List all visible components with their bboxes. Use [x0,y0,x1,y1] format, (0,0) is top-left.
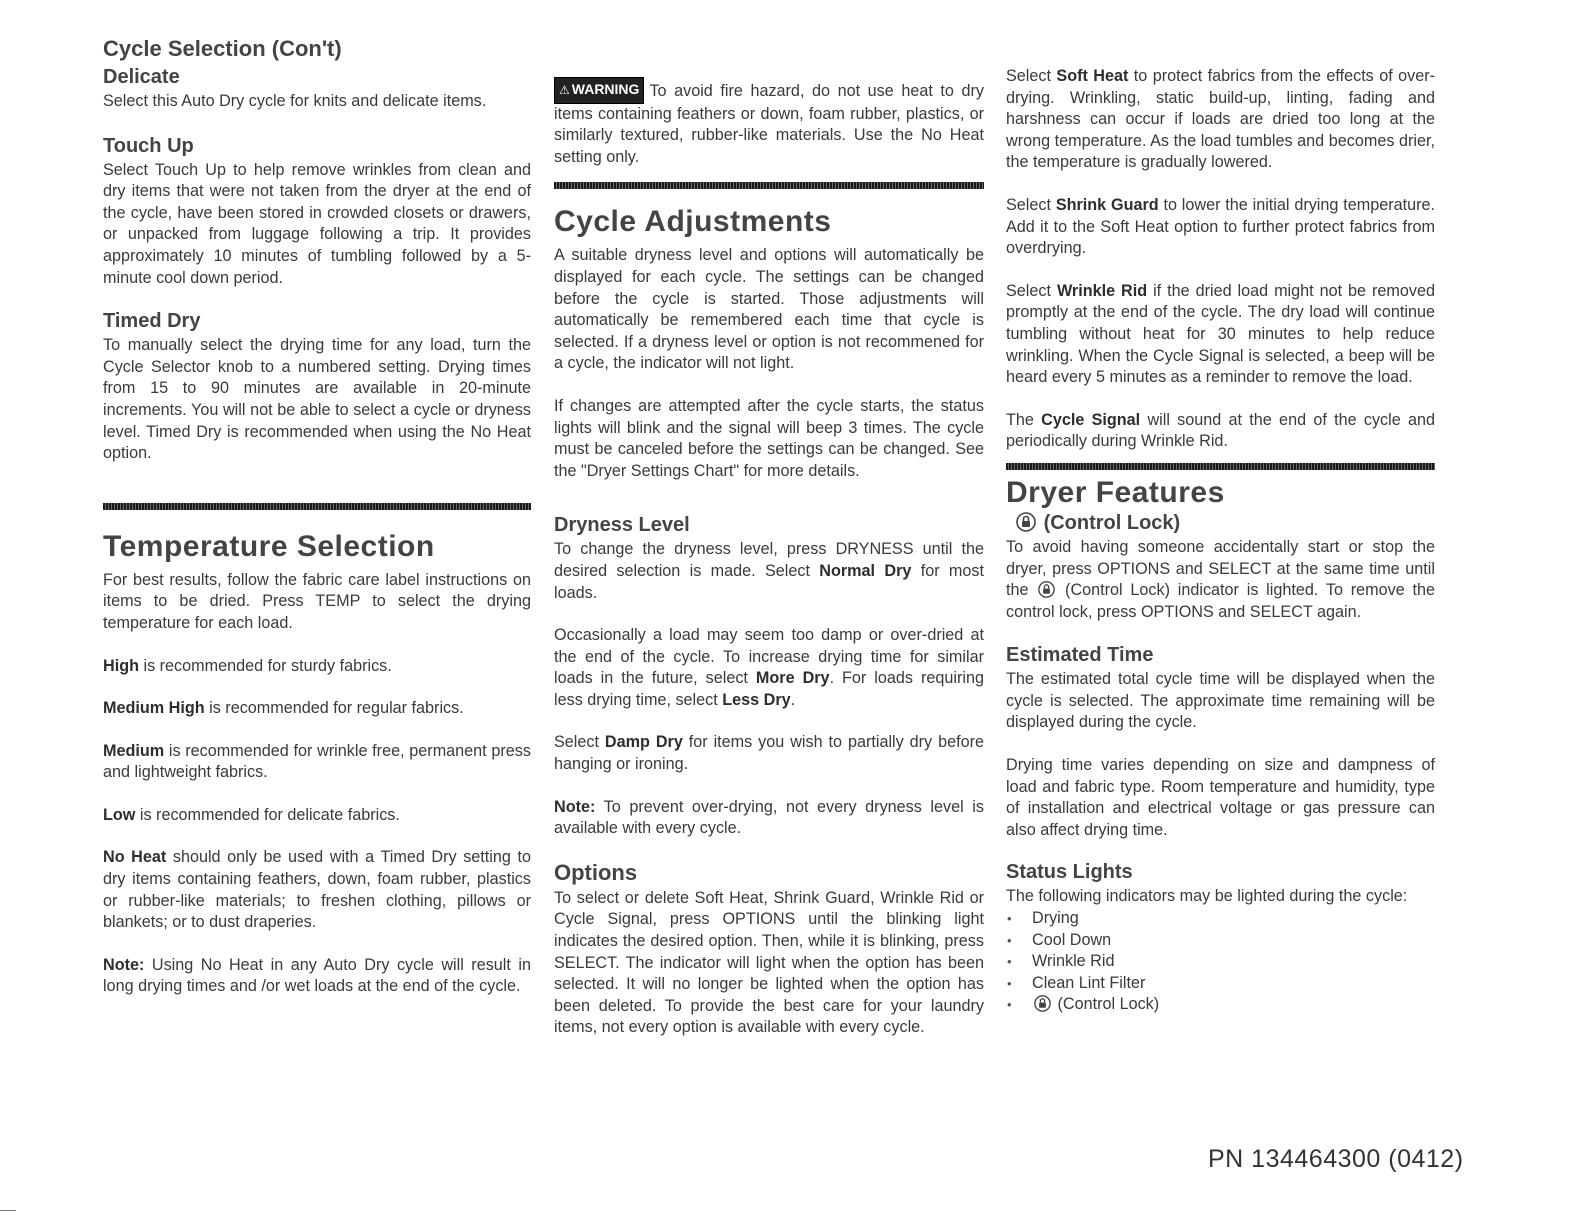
temp-medium-high-label: Medium High [103,699,205,718]
cycle-adjustments-p2: If changes are attempted after the cycle starts, the status lights will blink and the signal will beep 3 times. The cycle must be canceled before the settings can be changed. See the "Dryer Settings Chart" for more details. [554,396,984,480]
warning-triangle-icon: ⚠ [559,83,570,97]
part-number: PN 134464300 (0412) [1208,1145,1464,1173]
temp-low-label: Low [103,805,136,824]
title-cycle-adjustments: Cycle Adjustments [554,205,832,239]
timed-dry-text: To manually select the drying time for any load, turn the Cycle Selector knob to a numbered setting. Drying times from 15 to 90 minutes are available in 20-minute increments. You will not be able to select a cycle or dryness level. Timed Dry is recommended when using the No Heat option. [103,336,531,463]
dryness-note: Note: To prevent over-drying, not every dryness level is available with every cycle. [554,797,984,838]
section-divider [103,503,531,510]
status-item-clean-lint-filter: • Clean Lint Filter [1006,973,1435,995]
status-lights-list [1006,908,1435,1016]
heading-dryness-level: Dryness Level [554,514,690,537]
section-divider [554,182,984,189]
heading-options: Options [554,859,638,885]
status-lights-intro: The following indicators may be lighted during the cycle: [1006,887,1408,906]
delicate-text: Select this Auto Dry cycle for knits and delicate items. [103,92,487,110]
control-lock-icon [1016,512,1036,532]
estimated-time-p1: The estimated total cycle time will be displayed when the cycle is selected. The approximate time remaining will be displayed during the cycle. [1006,670,1435,732]
touch-up-text: Select Touch Up to help remove wrinkles from clean and dry items that were not taken from the dryer at the end of the cycle, have been stored in crowded closets or drawers, or unpacked from luggage following a trip. It provides approximately 10 minutes of tumbling followed by a 5-minute cool down period. [103,160,531,287]
heading-control-lock: (Control Lock) [1014,512,1435,535]
options-text: To select or delete Soft Heat, Shrink Guard, Wrinkle Rid or Cycle Signal, press OPTIONS until the blinking light indicates the desired option. Then, while it is blinking, press SELECT. The indicator will light when the option has been selected. It will no longer be lighted when the option has been deleted. To provide the best care for your laundry items, not every option is available with every cycle. [554,888,984,1037]
heading-delicate: Delicate [103,66,180,88]
heading-timed-dry: Timed Dry [103,310,201,333]
warning-badge: ⚠ WARNING [554,77,644,104]
heading-touch-up: Touch Up [103,134,194,157]
temp-note: Note: Using No Heat in any Auto Dry cycle will result in long drying times and /or wet loads at the end of the cycle. [103,955,531,996]
shrink-guard-text: Select Shrink Guard to lower the initial drying temperature. Add it to the Soft Heat option to further protect fabrics from overdrying. [1006,195,1435,258]
temp-high-label: High [103,656,139,675]
column-middle [554,77,984,1039]
temp-medium-high: Medium High is recommended for regular fabrics. [103,699,464,718]
section-divider [1006,463,1435,470]
temp-no-heat: No Heat should only be used with a Timed Dry setting to dry items containing feathers, down, foam rubber, plastics or rubber-like materials; to freshen clothing, pillows or blankets; or to dust draperies. [103,848,531,932]
control-lock-text: To avoid having someone accidentally start or stop the dryer, press OPTIONS and SELECT at the same time until the (Control Lock) indicator is lighted. To remove the control lock, press OPTIONS and SELECT again. [1006,537,1435,621]
status-item-control-lock: • (Control Lock) [1006,994,1435,1016]
heading-status-lights: Status Lights [1006,861,1133,884]
dryness-p2: Occasionally a load may seem too damp or over-dried at the end of the cycle. To increase drying time for similar loads in the future, select More Dry. For loads requiring less drying time, select Less Dry. [554,626,984,709]
temp-note-label: Note: [103,955,145,974]
section-title-cycle-selection: Cycle Selection (Con't) [103,36,342,61]
control-lock-icon [1034,995,1051,1012]
status-item-cool-down: • Cool Down [1006,930,1435,952]
cycle-signal-text: The Cycle Signal will sound at the end of the cycle and periodically during Wrinkle Rid. [1006,410,1435,451]
temp-medium-label: Medium [103,741,165,760]
control-lock-icon [1038,581,1055,598]
wrinkle-rid-text: Select Wrinkle Rid if the dried load might not be removed promptly at the end of the cycle. The dry load will continue tumbling without heat for 30 minutes to help reduce wrinkling. When the Cycle Signal is selected, a beep will be heard every 5 minutes as a reminder to remove the load. [1006,281,1435,387]
title-dryer-features: Dryer Features [1006,475,1225,509]
temp-high: High is recommended for sturdy fabrics. [103,656,392,675]
status-item-drying: • Drying [1006,908,1435,930]
temp-medium: Medium is recommended for wrinkle free, permanent press and lightweight fabrics. [103,741,531,782]
temp-low: Low is recommended for delicate fabrics. [103,805,400,824]
dryness-p3: Select Damp Dry for items you wish to partially dry before hanging or ironing. [554,733,984,774]
scan-edge-mark [0,1210,16,1211]
soft-heat-text: Select Soft Heat to protect fabrics from the effects of over-drying. Wrinkling, static build-up, linting, fading and harshness can occur if loads are dried too long at the wrong temperature. As the load tumbles and becomes drier, the temperature is gradually lowered. [1006,67,1435,172]
warning-paragraph: ⚠ WARNING To avoid fire hazard, do not use heat to dry items containing feathers or down, foam rubber, plastics, or similarly textured, rubber-like materials. Use the No Heat setting only. [554,77,984,168]
cycle-adjustments-p1: A suitable dryness level and options will automatically be displayed for each cycle. The settings can be changed before the cycle is started. Those adjustments will automatically be remembered each time that cycle is selected. If a dryness level or option is not recommened for a cycle, the indicator will not light. [554,246,984,373]
dryness-p1: To change the dryness level, press DRYNESS until the desired selection is made. Select Normal Dry for most loads. [554,540,984,602]
column-left [103,36,531,998]
title-temperature-selection: Temperature Selection [103,529,435,563]
status-item-wrinkle-rid: • Wrinkle Rid [1006,951,1435,973]
heading-estimated-time: Estimated Time [1006,644,1154,667]
temperature-intro: For best results, follow the fabric care label instructions on items to be dried. Press TEMP to select the drying temperature for each load. [103,570,531,632]
estimated-time-p2: Drying time varies depending on size and dampness of load and fabric type. Room temperature and humidity, type of installation and electrical voltage or gas pressure can also affect drying time. [1006,756,1435,839]
temp-no-heat-label: No Heat [103,848,167,867]
column-right [1006,66,1435,1016]
